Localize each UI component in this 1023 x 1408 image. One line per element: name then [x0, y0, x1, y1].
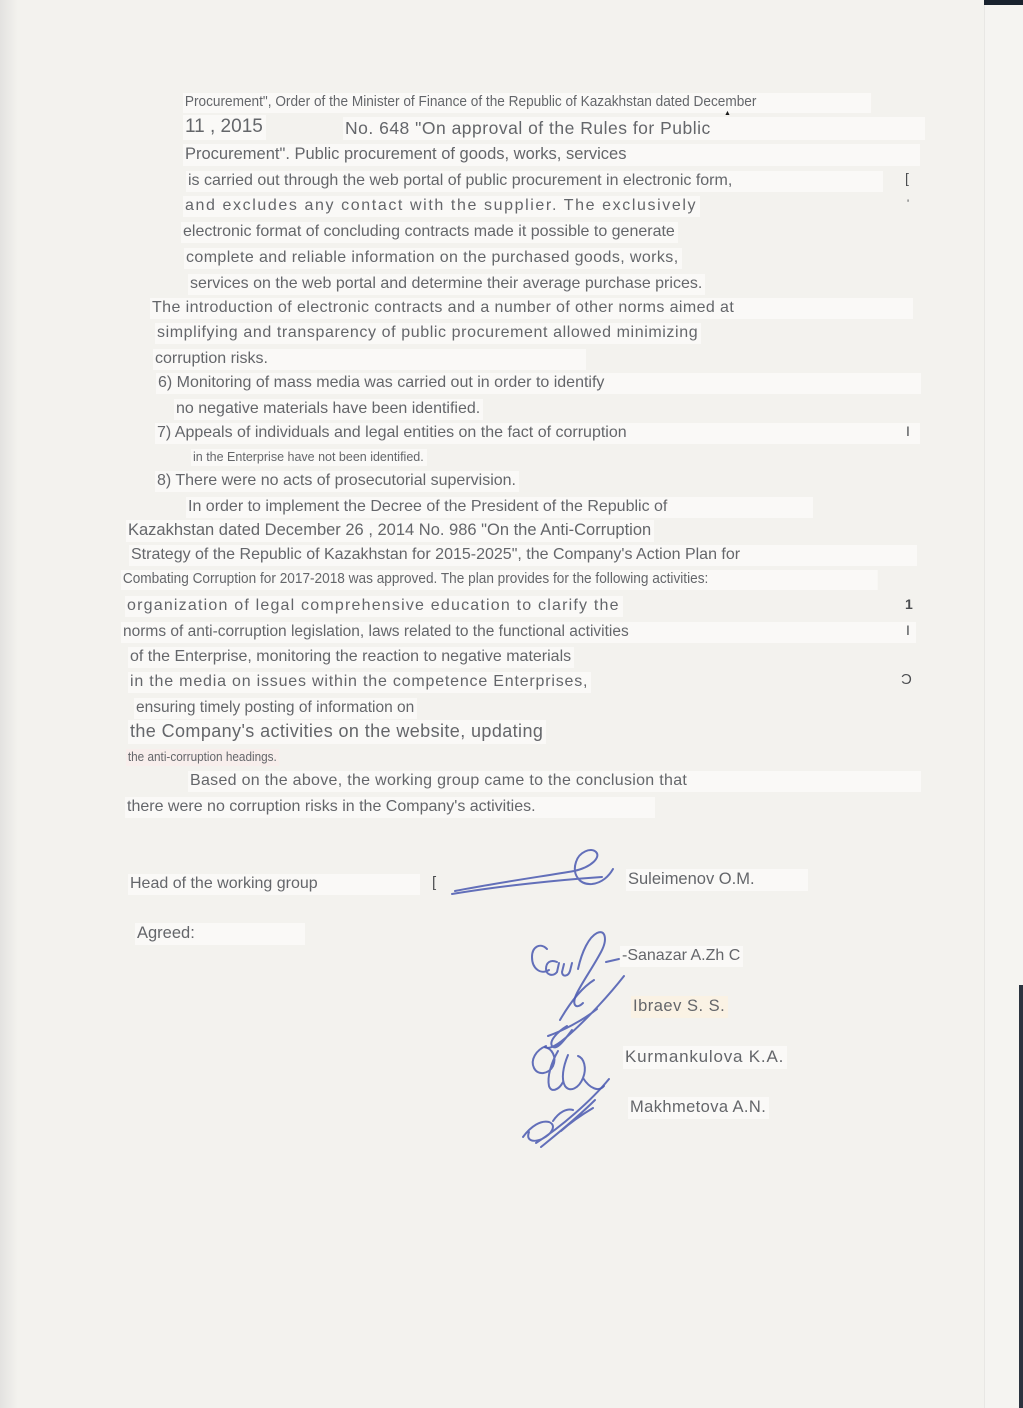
- stray-mark: ': [907, 198, 910, 210]
- doc-line-order-number: No. 648 "On approval of the Rules for Public: [343, 117, 925, 140]
- doc-line: and excludes any contact with the supplier. The exclusively: [183, 196, 700, 217]
- doc-line: Kazakhstan dated December 26 , 2014 No. 986 "On the Anti-Corruption: [126, 520, 654, 542]
- doc-line: norms of anti-corruption legislation, laws related to the functional activities: [121, 622, 916, 643]
- doc-line: the Company's activities on the website, updating: [128, 720, 546, 744]
- head-of-working-group-label: Head of the working group: [128, 874, 420, 895]
- doc-line-item-8: 8) There were no acts of prosecutorial supervision.: [155, 471, 519, 492]
- signatory-name-sanazar: -Sanazar A.Zh Ϲ: [620, 946, 743, 967]
- doc-line: ensuring timely posting of information on: [134, 698, 417, 719]
- signatory-name-kurmankulova: Kurmankulova K.A.: [623, 1046, 787, 1069]
- signatory-name-ibraev: Ibraev S. S.: [631, 996, 728, 1018]
- doc-line: of the Enterprise, monitoring the reaction to negative materials: [128, 647, 574, 668]
- doc-line: complete and reliable information on the purchased goods, works,: [184, 248, 682, 269]
- doc-line: simplifying and transparency of public procurement allowed minimizing: [155, 323, 701, 344]
- signature-sanazar: [532, 932, 619, 1006]
- signature-kurmankulova: [533, 1046, 604, 1090]
- doc-line: The introduction of electronic contracts and a number of other norms aimed at: [150, 298, 913, 319]
- doc-line: in the media on issues within the competence Enterprises,: [128, 672, 591, 693]
- doc-line: organization of legal comprehensive education to clarify the: [125, 596, 623, 617]
- signatory-name-makhmetova: Makhmetova A.N.: [628, 1097, 769, 1119]
- doc-line: no negative materials have been identified.: [174, 399, 483, 420]
- doc-line-order-reference: Procurement", Order of the Minister of Finance of the Republic of Kazakhstan dated December: [183, 93, 871, 113]
- stray-mark: [: [432, 874, 437, 891]
- signature-suleimenov: [452, 850, 613, 894]
- doc-line: services on the web portal and determine their average purchase prices.: [188, 274, 705, 295]
- doc-line-date: 11 , 2015: [183, 115, 266, 140]
- stray-mark: ▲: [724, 110, 731, 117]
- doc-line: corruption risks.: [153, 349, 586, 370]
- stray-mark: I: [906, 622, 910, 638]
- stray-mark: [: [905, 170, 909, 186]
- stray-mark: Ɔ: [901, 671, 912, 688]
- doc-line-item-6: 6) Monitoring of mass media was carried out in order to identify: [156, 373, 921, 394]
- signature-ibraev: [545, 976, 624, 1048]
- stray-mark: 1: [905, 596, 913, 612]
- signatory-name-suleimenov: Suleimenov O.M.: [626, 869, 808, 891]
- doc-line: Strategy of the Republic of Kazakhstan for 2015-2025", the Company's Action Plan for: [129, 545, 917, 566]
- doc-line-conclusion: there were no corruption risks in the Company's activities.: [125, 797, 655, 818]
- agreed-label: Agreed:: [135, 923, 305, 945]
- doc-line-conclusion: Based on the above, the working group came to the conclusion that: [188, 771, 921, 792]
- doc-line: Procurement". Public procurement of goods, works, services: [183, 144, 920, 166]
- doc-line: the anti-corruption headings.: [126, 749, 280, 766]
- stray-mark: I: [906, 423, 910, 439]
- doc-line-item-7: 7) Appeals of individuals and legal entities on the fact of corruption: [155, 423, 920, 444]
- doc-line: is carried out through the web portal of public procurement in electronic form,: [186, 171, 883, 192]
- doc-line: in the Enterprise have not been identified.: [191, 449, 427, 466]
- doc-line: In order to implement the Decree of the President of the Republic of: [186, 497, 813, 518]
- doc-line: Combating Corruption for 2017-2018 was approved. The plan provides for the following activities:: [121, 570, 878, 590]
- doc-line: electronic format of concluding contracts made it possible to generate: [181, 222, 678, 243]
